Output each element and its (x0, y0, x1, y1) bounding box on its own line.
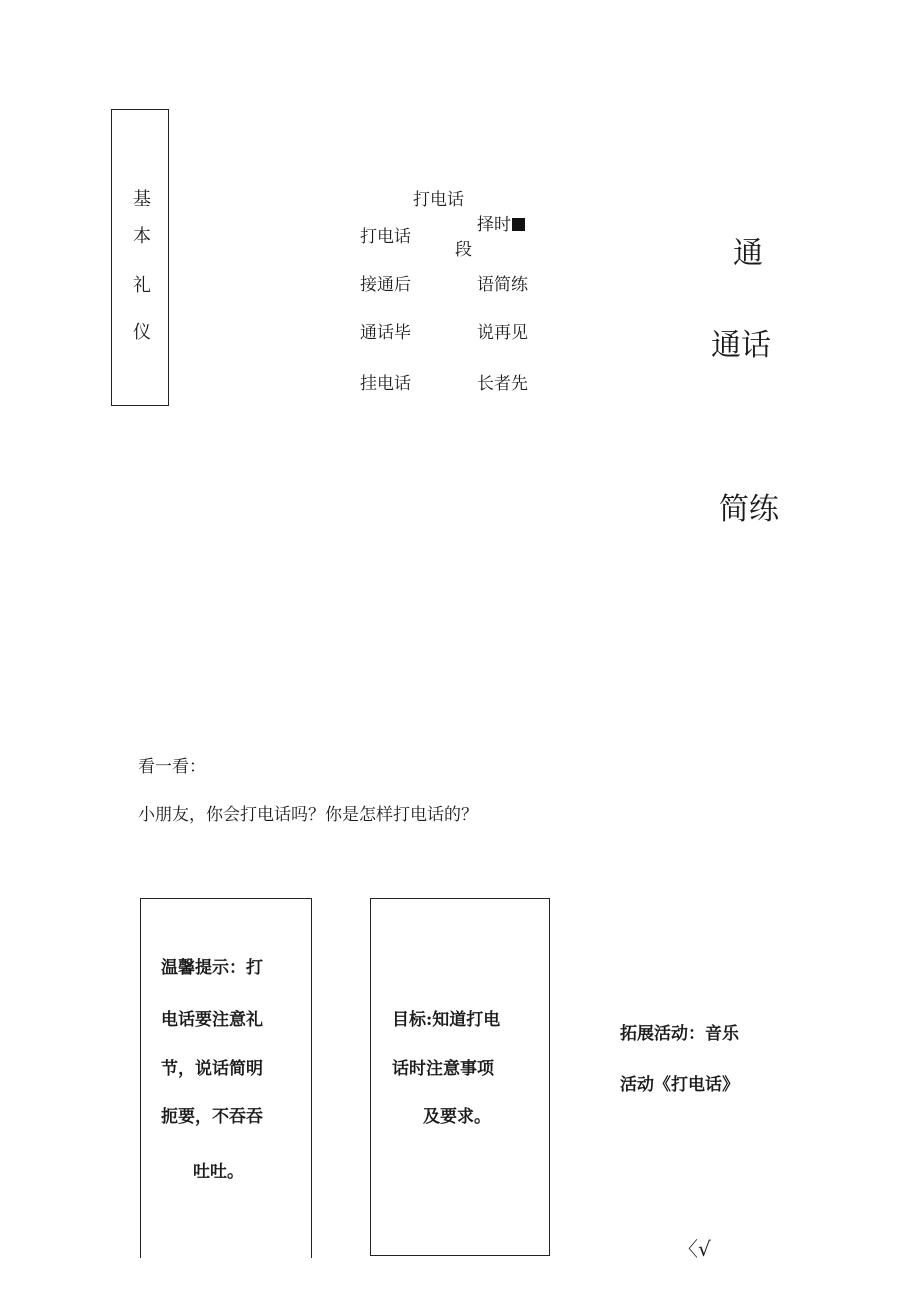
step-left-4: 挂电话 (360, 374, 411, 394)
goal-line-1: 目标:知道打电 (392, 1010, 501, 1030)
step-left-1: 打电话 (360, 227, 411, 247)
etiquette-char-2: 本 (133, 226, 151, 247)
footer-marks: 〈√ (678, 1237, 711, 1261)
side-word-2: 通话 (711, 328, 771, 363)
etiquette-char-4: 仪 (133, 322, 151, 343)
look-question: 小朋友，你会打电话吗？你是怎样打电话的？ (138, 805, 478, 825)
etiquette-char-1: 基 (133, 189, 151, 210)
step-right-4: 长者先 (477, 374, 528, 394)
etiquette-char-3: 礼 (133, 275, 151, 296)
tip-line-2: 电话要注意礼 (161, 1010, 263, 1030)
step-right-3: 说再见 (477, 323, 528, 343)
extension-line-1: 拓展活动：音乐 (620, 1024, 739, 1044)
step-right-1-extra: 段 (455, 240, 472, 260)
look-title: 看一看： (138, 757, 206, 777)
goal-line-2: 话时注意事项 (392, 1059, 494, 1079)
step-left-3: 通话毕 (360, 323, 411, 343)
goal-line-3: 及要求。 (423, 1107, 491, 1127)
call-steps-header: 打电话 (413, 190, 464, 210)
extension-line-2: 活动《打电话》 (620, 1075, 739, 1095)
side-word-3: 简练 (719, 492, 779, 527)
side-word-1: 通 (733, 236, 763, 271)
step-right-2: 语简练 (477, 275, 528, 295)
tip-line-3: 节，说话简明 (161, 1059, 263, 1079)
step-left-2: 接通后 (360, 275, 411, 295)
step-right-1 (477, 210, 525, 235)
etiquette-box (111, 109, 169, 406)
tip-line-4: 扼要，不吞吞 (161, 1107, 263, 1127)
black-square-icon (512, 218, 525, 231)
tip-line-5: 吐吐。 (193, 1162, 244, 1182)
tip-line-1: 温馨提示：打 (161, 958, 263, 978)
step-right-1-text: 择时 (477, 215, 511, 235)
